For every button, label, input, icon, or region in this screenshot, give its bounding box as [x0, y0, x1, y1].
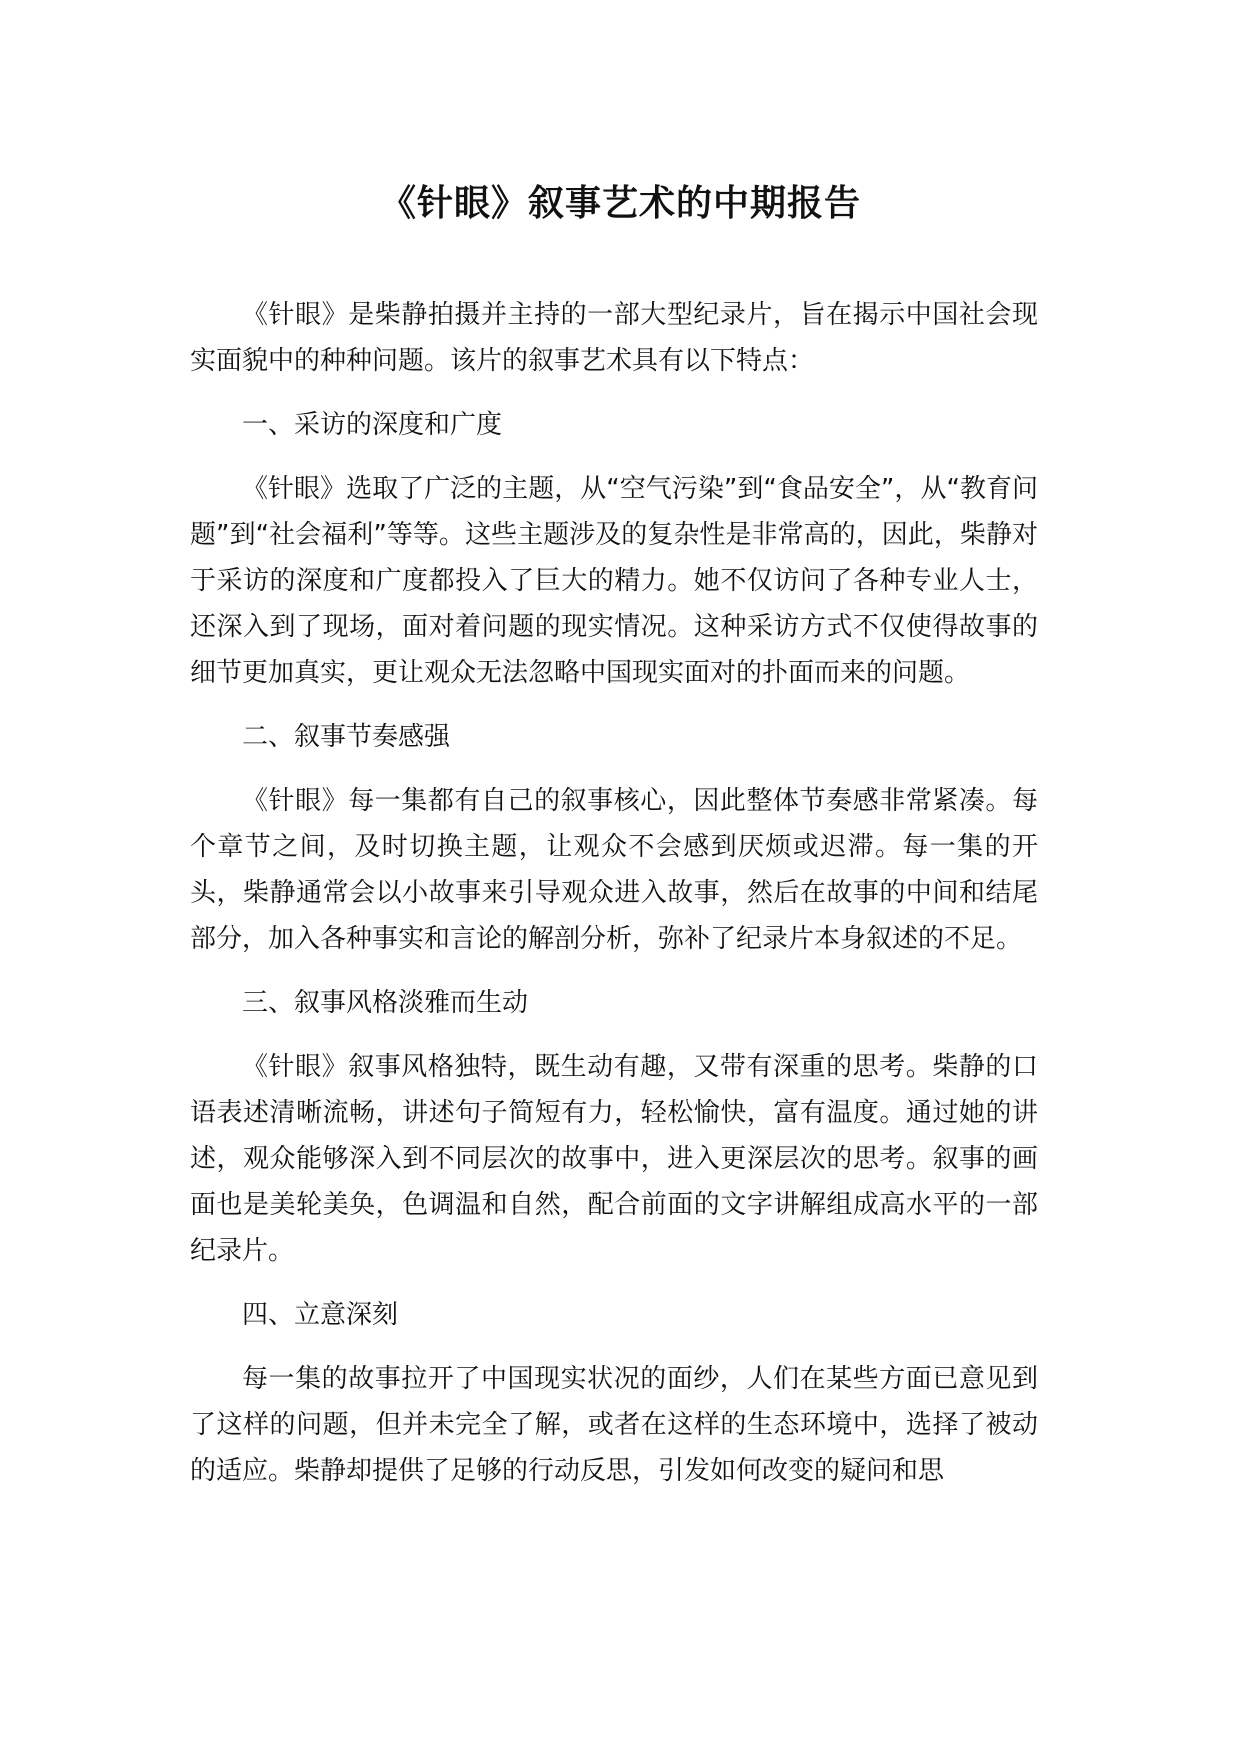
- section-heading-2: 二、叙事节奏感强: [242, 722, 451, 752]
- section-body-4: 每一集的故事拉开了中国现实状况的面纱，人们在某些方面已意见到了这样的问题，但并未完全了解，或者在这样的生态环境中，选择了被动的适应。柴静却提供了足够的行动反思，引发如何改变的疑问和思: [190, 1364, 1038, 1486]
- section-body-1: 《针眼》选取了广泛的主题，从“空气污染”到“食品安全”，从“教育问题”到“社会福利”等等。这些主题涉及的复杂性是非常高的，因此，柴静对于采访的深度和广度都投入了巨大的精力。她不仅访问了各种专业人士，还深入到了现场，面对着问题的现实情况。这种采访方式不仅使得故事的细节更加真实，更让观众无法忽略中国现实面对的扑面而来的问题。: [190, 474, 1038, 688]
- section-heading-4: 四、立意深刻: [242, 1300, 399, 1330]
- section-body-2: 《针眼》每一集都有自己的叙事核心，因此整体节奏感非常紧凑。每个章节之间，及时切换主题，让观众不会感到厌烦或迟滞。每一集的开头，柴静通常会以小故事来引导观众进入故事，然后在故事的中间和结尾部分，加入各种事实和言论的解剖分析，弥补了纪录片本身叙述的不足。: [190, 786, 1038, 954]
- section-body-3: 《针眼》叙事风格独特，既生动有趣，又带有深重的思考。柴静的口语表述清晰流畅，讲述句子简短有力，轻松愉快，富有温度。通过她的讲述，观众能够深入到不同层次的故事中，进入更深层次的思考。叙事的画面也是美轮美奂，色调温和自然，配合前面的文字讲解组成高水平的一部纪录片。: [190, 1052, 1038, 1266]
- document-body: [190, 292, 1038, 1494]
- section-heading-1: 一、采访的深度和广度: [242, 410, 503, 440]
- document-title: 《针眼》叙事艺术的中期报告: [379, 183, 861, 224]
- section-heading-3: 三、叙事风格淡雅而生动: [242, 988, 529, 1018]
- intro-paragraph: 《针眼》是柴静拍摄并主持的一部大型纪录片，旨在揭示中国社会现实面貌中的种种问题。该片的叙事艺术具有以下特点：: [190, 300, 1038, 376]
